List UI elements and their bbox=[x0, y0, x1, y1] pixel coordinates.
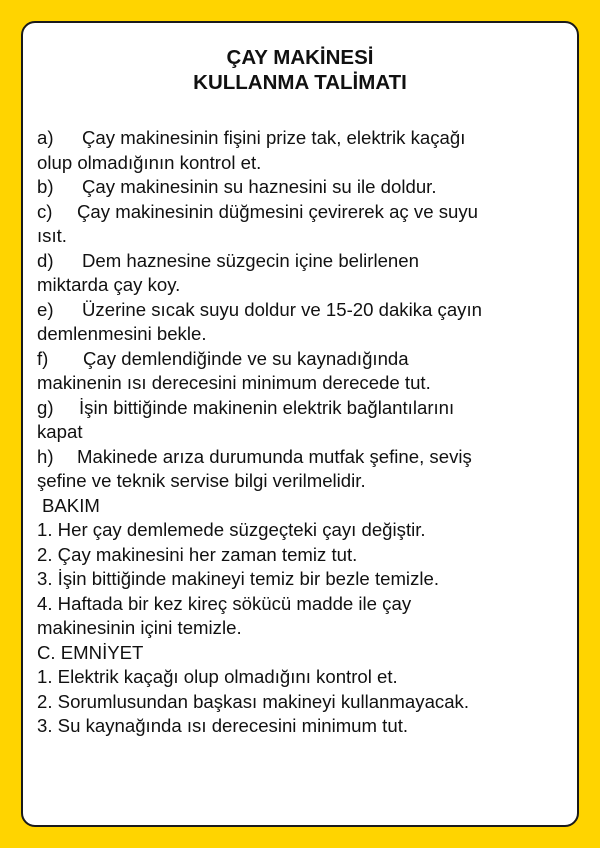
safety-item-3: 3. Su kaynağında ısı derecesini minimum tut. bbox=[37, 715, 409, 736]
safety-item-2: 2. Sorumlusundan başkası makineyi kullanmayacak. bbox=[37, 690, 470, 712]
safety-item-1: 1. Elektrik kaçağı olup olmadığını kontrol et. bbox=[37, 666, 398, 687]
instruction-a: a) Çay makinesinin fişini prize tak, elektrik kaçağı bbox=[37, 127, 466, 148]
instruction-f: f) Çay demlendiğinde ve su kaynadığında bbox=[37, 347, 409, 369]
title-line-1: ÇAY MAKİNESİ bbox=[226, 46, 374, 69]
maintenance-item-3: 3. İşin bittiğinde makineyi temiz bir bezle temizle. bbox=[37, 568, 439, 589]
instruction-c: c) Çay makinesinin düğmesini çevirerek aç ve suyu bbox=[37, 200, 478, 222]
instruction-d: d) Dem haznesine süzgecin içine belirlenen bbox=[37, 249, 419, 271]
page-title bbox=[23, 45, 577, 95]
instruction-b: b) Çay makinesinin su haznesini su ile doldur. bbox=[37, 176, 437, 197]
instruction-c-continued: ısıt. bbox=[37, 225, 67, 246]
instruction-panel bbox=[21, 21, 579, 827]
instruction-h: h) Makinede arıza durumunda mutfak şefine, seviş bbox=[37, 445, 472, 467]
maintenance-item-1: 1. Her çay demlemede süzgeçteki çayı değiştir. bbox=[37, 519, 426, 540]
instruction-e: e) Üzerine sıcak suyu doldur ve 15-20 dakika çayın bbox=[37, 298, 482, 320]
instruction-g: g) İşin bittiğinde makinenin elektrik bağlantılarını bbox=[37, 396, 455, 418]
instruction-a-continued: olup olmadığının kontrol et. bbox=[37, 151, 262, 173]
safety-heading: C. EMNİYET bbox=[37, 641, 144, 663]
instruction-g-continued: kapat bbox=[37, 421, 83, 442]
maintenance-item-2: 2. Çay makinesini her zaman temiz tut. bbox=[37, 543, 358, 565]
instruction-e-continued: demlenmesini bekle. bbox=[37, 323, 207, 344]
maintenance-item-4-continued: makinesinin içini temizle. bbox=[37, 617, 242, 638]
title-line-2: KULLANMA TALİMATI bbox=[193, 71, 407, 94]
instructions-body bbox=[37, 126, 567, 739]
maintenance-heading: BAKIM bbox=[42, 494, 100, 516]
instruction-f-continued: makinenin ısı derecesini minimum derecede tut. bbox=[37, 372, 431, 393]
instruction-d-continued: miktarda çay koy. bbox=[37, 274, 181, 295]
maintenance-item-4: 4. Haftada bir kez kireç sökücü madde ile çay bbox=[37, 592, 412, 614]
instruction-h-continued: şefine ve teknik servise bilgi verilmelidir. bbox=[37, 470, 366, 491]
